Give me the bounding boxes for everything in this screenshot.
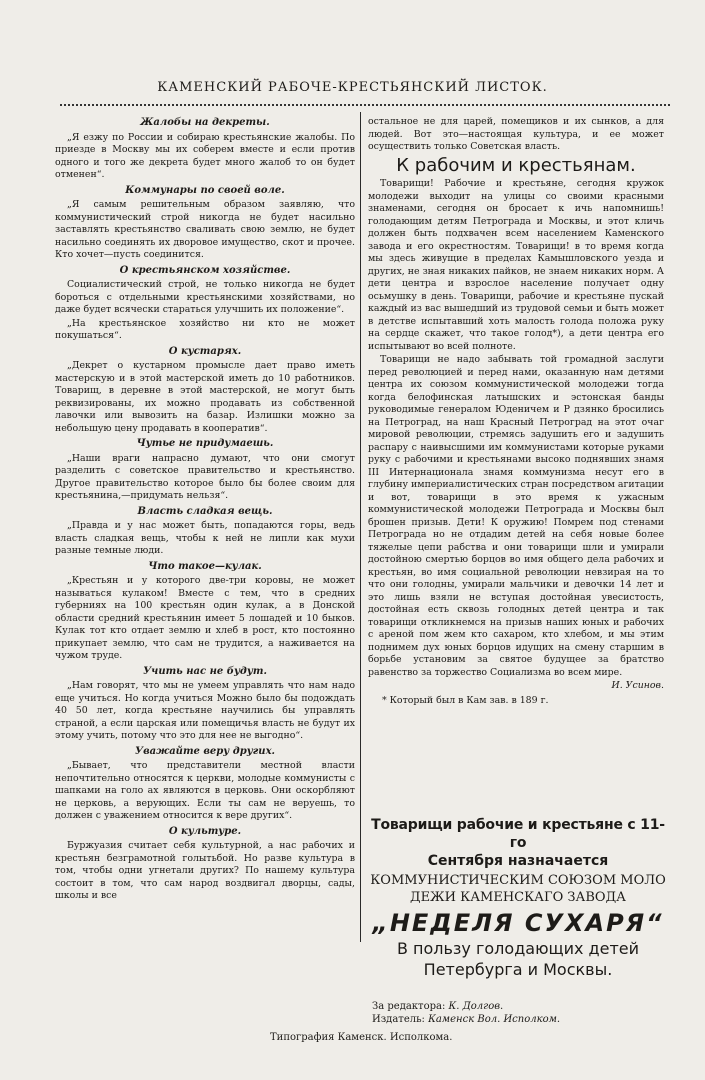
section-title: О культуре. <box>168 825 242 837</box>
paragraph: „Бывает, что представители местной власти непочтительно относятся к церкви, молодые коммунисты с шапками на голо ах являются в церковь. Они оскорбляют не церковь, а верующих. Если ты сам не веруешь, то должен с уважением относится к вере других“. <box>55 760 355 821</box>
column-divider <box>360 112 361 942</box>
paragraph: „Я самым решительным образом заявляю, что коммунистический строй никогда не будет насильно заставлять крестьянство сваливать свою землю, не будет насильно соединять их дворовое имущество, скот и прочее. Кто хочет—пусть соединится. <box>55 199 355 260</box>
announcement-line: В пользу голодающих детей <box>396 939 640 958</box>
editor-name: К. Долгов. <box>448 1001 504 1012</box>
paragraph: Товарищи не надо забывать той громадной заслуги перед революцией и перед нами, оказанную нам детями центра их союзом коммунистической молодежи тогда когда белофинская латышских и эстонская банды руководимые генералом Юденичем и Р дзянко бросились на Петроград, на наш Красный Петроград на этот очаг мировой революции, стремясь задушить его и задушить распару с наивысшими им коммунистами которые руками руку с рабочими и крестьянами высоко поднявших знамя III Интернационала знамя коммунизма несут его в глубину империалистических стран посредством агитации и вот, товарищи в это время к ужасным коммунистической молодежи Петрограда и Москвы был брошен призыв. Дети! К оружию! Помрем под стенами Петрограда но не отдадим детей на себя новые более тяжелые цепи рабства и они товарищи шли и умирали достойною смертью борцов во имя общего дела рабочих и крестьян, во имя социальной революции невзирая на то что они голодны, умирали мальчики и девочки 14 лет и это лишь взяли не вступая достойная увесистость, достойная есть сквозь голодных детей центра и так товарищи откликнемся на призыв наших юных и рабочих с ареной пом жем кто сахаром, кто хлебом, и мы этим поднимем дух юных борцов идущих на смену старшим в борьбе установим за святое будущее за братство равенство за торжество Социализма во всем мире. <box>368 354 664 678</box>
left-column <box>55 114 355 1029</box>
credits <box>372 1000 672 1026</box>
publisher-label: Издатель: <box>372 1014 425 1025</box>
masthead: КАМЕНСКИЙ РАБОЧЕ-КРЕСТЬЯНСКИЙ ЛИСТОК. <box>157 80 548 95</box>
editor-label: За редактора: <box>372 1001 446 1012</box>
masthead-rule <box>60 104 670 106</box>
announcement-line: Петербурга и Москвы. <box>423 960 613 979</box>
publisher-name: Каменск Вол. Исполком. <box>428 1014 561 1025</box>
article-title: К рабочим и крестьянам. <box>396 154 636 176</box>
announcement-line: КОММУНИСТИЧЕСКИМ СОЮЗОМ МОЛО <box>370 873 666 888</box>
paragraph: Товарищи! Рабочие и крестьяне, сегодня кружок молодежи выходит на улицы со своими красными знаменами, сегодня он бросает к ичь напомнишь! голодающим детям Петрограда и Москвы, и этот кличь должен быть подхвачен всем населением Каменского завода и его окрестностям. Товарищи! в то время когда мы здесь живущие в пределах Камышловского уезда и других, не зная никаких пайков, не знаем никаких норм. А дети центра и взрослое население получает одну осьмушку в день. Товарищи, рабочие и крестьяне пускай каждый из вас вышедший из трудовой семьи и быть может в детстве испытавший хоть малость голода положа руку на сердце скажет, что такое голод*), а дети центра его испытывают во всей полноте. <box>368 178 664 352</box>
paragraph: „Крестьян и у которого две-три коровы, не может называться кулаком! Вместе с тем, что в средних губерниях на 100 крестьян один кулак, а в Донской области средний крестьянин имеет 5 лошадей и 10 быков. Кулак тот кто отдает землю и хлеб в рост, кто постоянно прикупает землю, что сам не трудится, а наживается на чужом труде. <box>55 575 355 661</box>
section-title: О кустарях. <box>168 345 242 357</box>
paragraph: „На крестьянское хозяйство ни кто не может покушаться“. <box>55 317 355 341</box>
paragraph: „Я езжу по России и собираю крестьянские жалобы. По приезде в Москву мы их соберем вместе и если против одного и того же декрета будет много жалоб то он будет отменен“. <box>55 131 355 180</box>
section-title: Жалобы на декреты. <box>140 117 270 128</box>
announcement-line: Товарищи рабочие и крестьяне с 11-го <box>371 817 665 851</box>
section-title: Коммунары по своей воле. <box>125 184 285 196</box>
publisher-line <box>372 1013 672 1026</box>
printer-imprint: Типография Каменск. Исполкома. <box>270 1032 453 1043</box>
paragraph: „Правда и у нас может быть, попадаются горы, ведь власть сладкая вещь, чтобы к ней не липли как мухи разные темные люди. <box>55 520 355 556</box>
paragraph: „Наши враги напрасно думают, что они смогут разделить с советское правительство и крестьянство. Другое правительство которое было бы более своим для крестьянина,—придумать нельзя“. <box>55 452 355 501</box>
paragraph: Социалистический строй, не только никогда не будет бороться с отдельными крестьянскими хозяйствами, но даже будет всячески стараться улучшить их положение“. <box>55 279 355 315</box>
paragraph: „Нам говорят, что мы не умеем управлять что нам надо еще учиться. Но когда учиться Можно было бы подождать 40 50 лет, когда крестьяне научились бы управлять страной, а если царская или помещичья власть не будут их этому учить, потому что это для нее не выгодно“. <box>55 680 355 741</box>
announcement-block <box>368 816 668 1016</box>
signature: И. Усинов. <box>611 680 664 691</box>
section-title: Уважайте веру других. <box>134 745 276 757</box>
editor-line <box>372 1000 672 1013</box>
paragraph-continued: остальное не для царей, помещиков и их сынков, а для людей. Вот это—настоящая культура, и ее может осуществить только Советская власть. <box>368 116 664 152</box>
paragraph: Буржуазия считает себя культурной, а нас рабочих и крестьян безграмотной голытьбой. Но разве культура в том, чтобы одни угнетали других? По нашему культура состоит в том, что сам народ воздвигал дворцы, сады, школы и все <box>55 840 355 901</box>
section-title: Власть сладкая вещь. <box>137 505 273 517</box>
section-title: О крестьянском хозяйстве. <box>119 264 291 276</box>
footnote: * Который был в Кам зав. в 189 г. <box>382 694 549 706</box>
section-title: Чутье не придумаешь. <box>136 438 274 449</box>
right-column <box>368 116 664 816</box>
paragraph: „Декрет о кустарном промысле дает право иметь мастерскую и в этой мастерской иметь до 10 работников. Товарищ, в деревне в этой мастерской, не могут быть реквизированы, их можно продавать из собственной лавочки или вывозить на базар. Излишки можно за небольшую цену продавать в кооператив“. <box>55 360 355 434</box>
announcement-headline: „НЕДЕЛЯ СУХАРЯ“ <box>372 909 664 937</box>
announcement-line: Сентября назначается <box>427 853 609 869</box>
section-title: Что такое—кулак. <box>148 560 262 572</box>
section-title: Учить нас не будут. <box>143 665 267 677</box>
announcement-line: ДЕЖИ КАМЕНСКАГО ЗАВОДА <box>410 890 626 905</box>
